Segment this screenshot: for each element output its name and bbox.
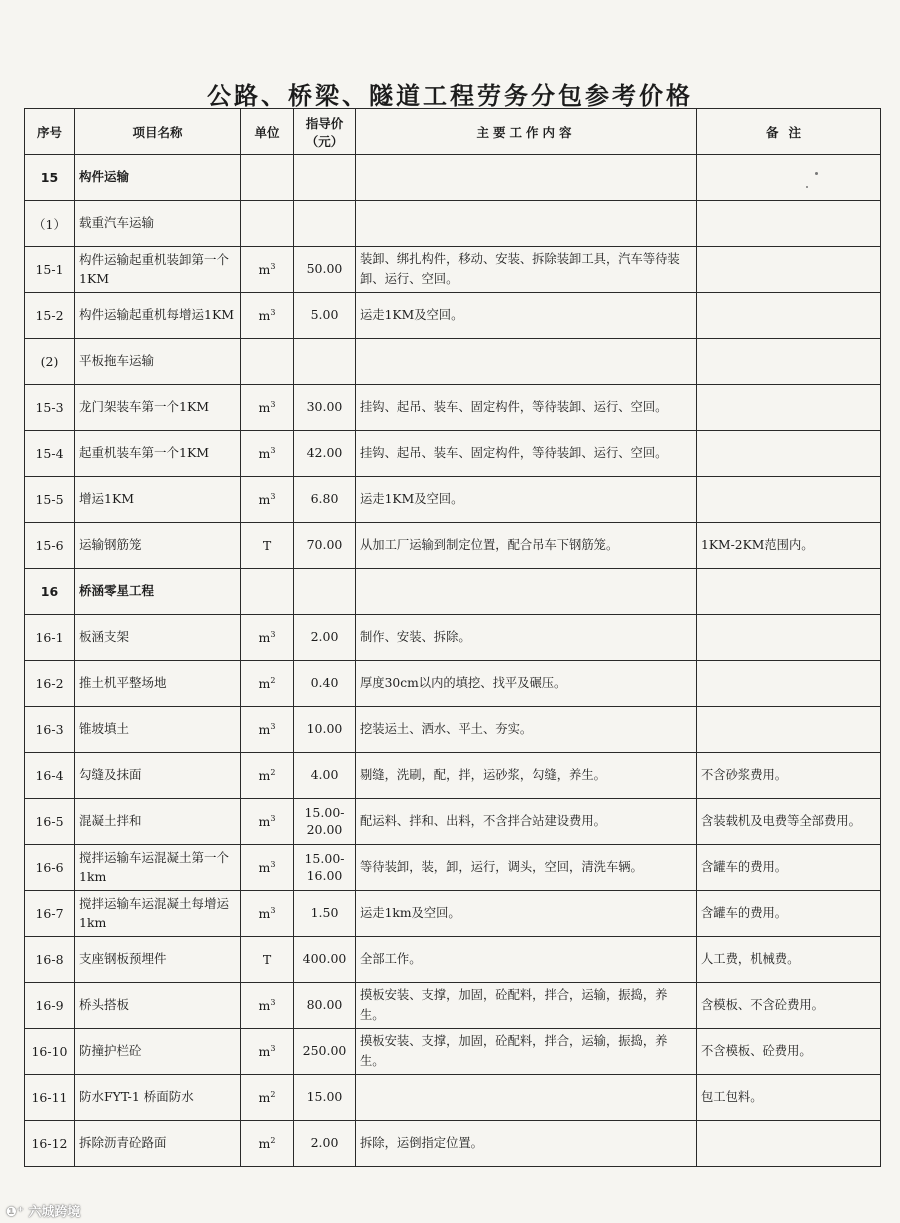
cell-no: 16-11 xyxy=(25,1075,75,1121)
cell-price: 4.00 xyxy=(294,753,356,799)
cell-no: 16-4 xyxy=(25,753,75,799)
cell-remark xyxy=(697,707,881,753)
table-row xyxy=(25,891,881,937)
cell-price: 42.00 xyxy=(294,431,356,477)
unit-symbol: T xyxy=(262,538,272,554)
header-name: 项目名称 xyxy=(75,109,241,155)
table-row xyxy=(25,477,881,523)
cell-name: 搅拌运输车运混凝土每增运1km xyxy=(75,891,241,937)
cell-unit xyxy=(241,1121,294,1167)
unit-exponent: 3 xyxy=(270,905,276,915)
cell-unit xyxy=(241,891,294,937)
unit-exponent: 3 xyxy=(270,629,276,639)
unit-exponent: 3 xyxy=(270,859,276,869)
unit-exponent: 3 xyxy=(270,721,276,731)
cell-unit xyxy=(241,753,294,799)
header-price xyxy=(294,109,356,155)
header-unit: 单位 xyxy=(241,109,294,155)
cell-unit xyxy=(241,1075,294,1121)
cell-no: 15-3 xyxy=(25,385,75,431)
cell-no: 15-4 xyxy=(25,431,75,477)
cell-price xyxy=(294,569,356,615)
cell-content xyxy=(356,1075,697,1121)
cell-content: 挂钩、起吊、装车、固定构件，等待装卸、运行、空回。 xyxy=(356,431,697,477)
cell-remark xyxy=(697,477,881,523)
cell-price: 50.00 xyxy=(294,247,356,293)
cell-no: 16 xyxy=(25,569,75,615)
table-row xyxy=(25,247,881,293)
cell-name: 勾缝及抹面 xyxy=(75,753,241,799)
cell-no: 16-5 xyxy=(25,799,75,845)
cell-remark xyxy=(697,247,881,293)
cell-remark: 不含模板、砼费用。 xyxy=(697,1029,881,1075)
cell-no: (2) xyxy=(25,339,75,385)
unit-exponent: 3 xyxy=(270,445,276,455)
cell-no: 16-7 xyxy=(25,891,75,937)
unit-exponent: 3 xyxy=(270,997,276,1007)
cell-name: 桥涵零星工程 xyxy=(75,569,241,615)
cell-price: 0.40 xyxy=(294,661,356,707)
watermark: ❶⁺ 六城跨境 xyxy=(6,1205,81,1220)
cell-remark xyxy=(697,339,881,385)
unit-exponent: 2 xyxy=(270,1135,276,1145)
unit-exponent: 3 xyxy=(270,1043,276,1053)
table-row xyxy=(25,799,881,845)
cell-price xyxy=(294,155,356,201)
cell-name: 运输钢筋笼 xyxy=(75,523,241,569)
unit-symbol: m xyxy=(258,998,271,1014)
unit-exponent: 3 xyxy=(270,491,276,501)
table-row xyxy=(25,431,881,477)
unit-symbol: m xyxy=(258,906,271,922)
cell-price: 15.00-20.00 xyxy=(294,799,356,845)
cell-price: 2.00 xyxy=(294,1121,356,1167)
cell-remark xyxy=(697,1121,881,1167)
document-title: 公路、桥梁、隧道工程劳务分包参考价格 xyxy=(207,82,693,110)
table-row xyxy=(25,385,881,431)
cell-price: 5.00 xyxy=(294,293,356,339)
cell-name: 拆除沥青砼路面 xyxy=(75,1121,241,1167)
header-content: 主要工作内容 xyxy=(356,109,697,155)
cell-remark xyxy=(697,155,881,201)
cell-name: 增运1KM xyxy=(75,477,241,523)
unit-symbol: T xyxy=(262,952,272,968)
cell-name: 防水FYT-1 桥面防水 xyxy=(75,1075,241,1121)
unit-symbol: m xyxy=(258,492,271,508)
table-row xyxy=(25,1121,881,1167)
cell-content: 装卸、绑扎构件，移动、安装、拆除装卸工具，汽车等待装卸、运行、空回。 xyxy=(356,247,697,293)
cell-name: 混凝土拌和 xyxy=(75,799,241,845)
cell-name: 搅拌运输车运混凝土第一个1km xyxy=(75,845,241,891)
cell-content: 制作、安装、拆除。 xyxy=(356,615,697,661)
unit-symbol: m xyxy=(258,814,271,830)
table-row xyxy=(25,661,881,707)
cell-price: 15.00-16.00 xyxy=(294,845,356,891)
cell-unit xyxy=(241,155,294,201)
cell-price: 400.00 xyxy=(294,937,356,983)
cell-name: 防撞护栏砼 xyxy=(75,1029,241,1075)
cell-name: 推土机平整场地 xyxy=(75,661,241,707)
cell-remark xyxy=(697,661,881,707)
cell-content xyxy=(356,569,697,615)
unit-symbol: m xyxy=(258,1044,271,1060)
cell-price: 10.00 xyxy=(294,707,356,753)
cell-unit xyxy=(241,339,294,385)
cell-no: 16-1 xyxy=(25,615,75,661)
cell-name: 龙门架装车第一个1KM xyxy=(75,385,241,431)
cell-remark xyxy=(697,201,881,247)
cell-content: 配运料、拌和、出料，不含拌合站建设费用。 xyxy=(356,799,697,845)
unit-symbol: m xyxy=(258,722,271,738)
header-price-line1: 指导价 xyxy=(305,115,344,131)
unit-exponent: 3 xyxy=(270,399,276,409)
price-table xyxy=(24,108,881,1167)
cell-remark xyxy=(697,385,881,431)
cell-price: 30.00 xyxy=(294,385,356,431)
table-row xyxy=(25,937,881,983)
cell-content xyxy=(356,201,697,247)
unit-exponent: 3 xyxy=(270,813,276,823)
header-price-line2: （元） xyxy=(305,133,344,149)
cell-content: 拆除，运倒指定位置。 xyxy=(356,1121,697,1167)
cell-content: 挖装运土、洒水、平土、夯实。 xyxy=(356,707,697,753)
cell-no: 15-5 xyxy=(25,477,75,523)
cell-content: 等待装卸，装，卸，运行，调头，空回，清洗车辆。 xyxy=(356,845,697,891)
cell-content: 从加工厂运输到制定位置，配合吊车下钢筋笼。 xyxy=(356,523,697,569)
table-row xyxy=(25,1029,881,1075)
table-row xyxy=(25,983,881,1029)
cell-price: 80.00 xyxy=(294,983,356,1029)
scan-speck xyxy=(806,186,808,188)
unit-symbol: m xyxy=(258,630,271,646)
cell-unit xyxy=(241,983,294,1029)
cell-content xyxy=(356,339,697,385)
cell-remark: 不含砂浆费用。 xyxy=(697,753,881,799)
cell-name: 起重机装车第一个1KM xyxy=(75,431,241,477)
unit-symbol: m xyxy=(258,446,271,462)
unit-symbol: m xyxy=(258,1136,271,1152)
cell-price: 2.00 xyxy=(294,615,356,661)
cell-content: 运走1KM及空回。 xyxy=(356,477,697,523)
unit-symbol: m xyxy=(258,768,271,784)
header-remark: 备注 xyxy=(697,109,881,155)
unit-symbol: m xyxy=(258,308,271,324)
cell-no: 15-2 xyxy=(25,293,75,339)
cell-unit xyxy=(241,201,294,247)
cell-content: 挂钩、起吊、装车、固定构件，等待装卸、运行、空回。 xyxy=(356,385,697,431)
cell-remark xyxy=(697,615,881,661)
table-row xyxy=(25,569,881,615)
cell-name: 桥头搭板 xyxy=(75,983,241,1029)
table-row xyxy=(25,1075,881,1121)
cell-unit xyxy=(241,799,294,845)
cell-unit xyxy=(241,661,294,707)
cell-name: 载重汽车运输 xyxy=(75,201,241,247)
cell-unit xyxy=(241,937,294,983)
cell-price: 70.00 xyxy=(294,523,356,569)
cell-price: 1.50 xyxy=(294,891,356,937)
cell-name: 板涵支架 xyxy=(75,615,241,661)
cell-unit xyxy=(241,293,294,339)
cell-name: 平板拖车运输 xyxy=(75,339,241,385)
table-body xyxy=(25,155,881,1167)
cell-name: 锥坡填土 xyxy=(75,707,241,753)
cell-content: 摸板安装、支撑，加固，砼配料，拌合，运输，振捣，养生。 xyxy=(356,983,697,1029)
cell-no: 15-6 xyxy=(25,523,75,569)
unit-exponent: 2 xyxy=(270,675,276,685)
cell-content: 运走1KM及空回。 xyxy=(356,293,697,339)
cell-name: 支座钢板预埋件 xyxy=(75,937,241,983)
cell-no: 16-10 xyxy=(25,1029,75,1075)
cell-unit xyxy=(241,247,294,293)
cell-unit xyxy=(241,477,294,523)
cell-content: 厚度30cm以内的填挖、找平及碾压。 xyxy=(356,661,697,707)
cell-remark: 包工包料。 xyxy=(697,1075,881,1121)
table-row xyxy=(25,293,881,339)
cell-no: 16-2 xyxy=(25,661,75,707)
cell-unit xyxy=(241,431,294,477)
cell-name: 构件运输起重机装卸第一个1KM xyxy=(75,247,241,293)
cell-price: 15.00 xyxy=(294,1075,356,1121)
unit-symbol: m xyxy=(258,860,271,876)
cell-content: 剔缝，洗刷，配，拌，运砂浆，勾缝，养生。 xyxy=(356,753,697,799)
cell-no: 16-12 xyxy=(25,1121,75,1167)
cell-no: 15-1 xyxy=(25,247,75,293)
cell-unit xyxy=(241,1029,294,1075)
cell-price: 6.80 xyxy=(294,477,356,523)
unit-exponent: 3 xyxy=(270,307,276,317)
table-row xyxy=(25,707,881,753)
unit-symbol: m xyxy=(258,676,271,692)
cell-content: 全部工作。 xyxy=(356,937,697,983)
cell-name: 构件运输起重机每增运1KM xyxy=(75,293,241,339)
cell-no: 16-3 xyxy=(25,707,75,753)
unit-symbol: m xyxy=(258,262,271,278)
table-row xyxy=(25,201,881,247)
cell-no: 16-6 xyxy=(25,845,75,891)
cell-content: 摸板安装、支撑，加固，砼配料，拌合，运输，振捣，养生。 xyxy=(356,1029,697,1075)
table-header-row xyxy=(25,109,881,155)
cell-remark: 含罐车的费用。 xyxy=(697,845,881,891)
header-no: 序号 xyxy=(25,109,75,155)
unit-exponent: 3 xyxy=(270,261,276,271)
table-row xyxy=(25,339,881,385)
cell-remark: 1KM-2KM范围内。 xyxy=(697,523,881,569)
table-row xyxy=(25,155,881,201)
cell-content: 运走1km及空回。 xyxy=(356,891,697,937)
cell-name: 构件运输 xyxy=(75,155,241,201)
unit-symbol: m xyxy=(258,400,271,416)
cell-remark: 含装载机及电费等全部费用。 xyxy=(697,799,881,845)
cell-remark xyxy=(697,431,881,477)
cell-remark xyxy=(697,293,881,339)
unit-exponent: 2 xyxy=(270,1089,276,1099)
cell-unit xyxy=(241,615,294,661)
unit-symbol: m xyxy=(258,1090,271,1106)
table-row xyxy=(25,753,881,799)
table-row xyxy=(25,615,881,661)
cell-unit xyxy=(241,385,294,431)
scan-speck xyxy=(815,172,818,175)
cell-remark: 人工费，机械费。 xyxy=(697,937,881,983)
cell-remark: 含模板、不含砼费用。 xyxy=(697,983,881,1029)
cell-no: 15 xyxy=(25,155,75,201)
cell-remark: 含罐车的费用。 xyxy=(697,891,881,937)
cell-price: 250.00 xyxy=(294,1029,356,1075)
cell-no: 16-8 xyxy=(25,937,75,983)
cell-remark xyxy=(697,569,881,615)
cell-unit xyxy=(241,845,294,891)
cell-unit xyxy=(241,523,294,569)
cell-no: 16-9 xyxy=(25,983,75,1029)
cell-price xyxy=(294,339,356,385)
cell-price xyxy=(294,201,356,247)
table-row xyxy=(25,845,881,891)
cell-content xyxy=(356,155,697,201)
cell-unit xyxy=(241,707,294,753)
cell-no: （1） xyxy=(25,201,75,247)
cell-unit xyxy=(241,569,294,615)
unit-exponent: 2 xyxy=(270,767,276,777)
table-row xyxy=(25,523,881,569)
